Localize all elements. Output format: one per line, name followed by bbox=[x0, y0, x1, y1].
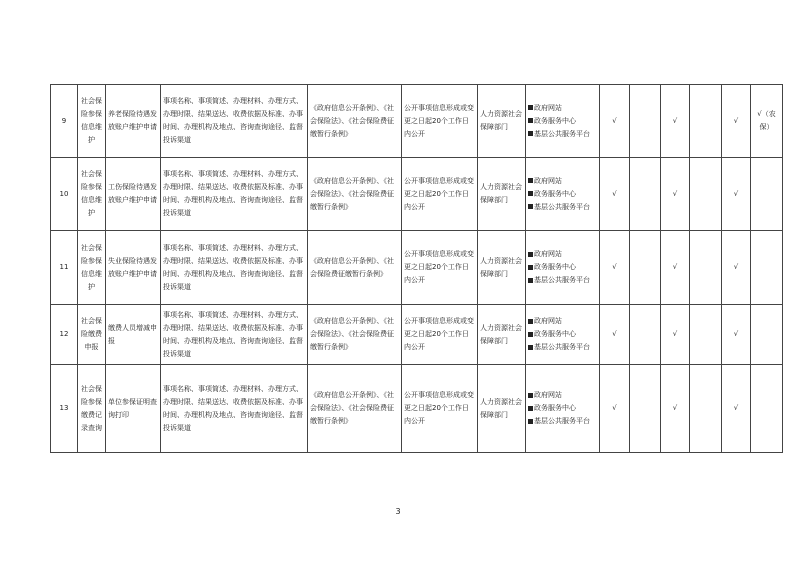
department-cell: 人力资源社会保障部门 bbox=[478, 365, 526, 453]
category-cell: 社会保险缴费申报 bbox=[78, 305, 106, 365]
time-limit-cell: 公开事项信息形成或变更之日起20个工作日内公开 bbox=[402, 231, 478, 305]
bullet-square-icon bbox=[528, 118, 533, 123]
channel-item bbox=[528, 328, 597, 341]
channels-cell bbox=[526, 85, 600, 158]
department-cell: 人力资源社会保障部门 bbox=[478, 231, 526, 305]
bullet-square-icon bbox=[528, 105, 533, 110]
check-cell-c2 bbox=[630, 365, 661, 453]
category-cell: 社会保险参保信息维护 bbox=[78, 231, 106, 305]
disclosure-table bbox=[50, 84, 783, 453]
bullet-square-icon bbox=[528, 345, 533, 350]
check-cell-c5: √ bbox=[722, 305, 751, 365]
channel-label: 政府网站 bbox=[534, 391, 562, 399]
bullet-square-icon bbox=[528, 191, 533, 196]
check-cell-c4 bbox=[690, 158, 722, 231]
check-cell-c4 bbox=[690, 231, 722, 305]
channel-label: 政务服务中心 bbox=[534, 330, 576, 338]
channel-item bbox=[528, 188, 597, 201]
channel-label: 基层公共服务平台 bbox=[534, 202, 590, 211]
bullet-square-icon bbox=[528, 419, 533, 424]
channel-item bbox=[528, 274, 597, 287]
table-row bbox=[51, 158, 783, 231]
channel-label: 基层公共服务平台 bbox=[534, 343, 590, 351]
check-cell-c2 bbox=[630, 85, 661, 158]
channel-label: 政务服务中心 bbox=[534, 116, 576, 125]
bullet-square-icon bbox=[528, 131, 533, 136]
item-cell: 工伤保险待遇发放账户维护申请 bbox=[106, 158, 161, 231]
check-cell-c1: √ bbox=[600, 158, 630, 231]
check-cell-c6 bbox=[751, 158, 783, 231]
row-number: 10 bbox=[51, 158, 78, 231]
channel-label: 基层公共服务平台 bbox=[534, 129, 590, 138]
check-cell-c5: √ bbox=[722, 231, 751, 305]
basis-cell: 《政府信息公开条例》、《社会保险法》、《社会保险费征缴暂行条例》 bbox=[308, 305, 402, 365]
channel-label: 政务服务中心 bbox=[534, 263, 576, 271]
content-cell: 事项名称、事项简述、办理材料、办理方式、办理时限、结果送达、收费依据及标准、办事时间、办理机构及地点、咨询查询途径、监督投诉渠道 bbox=[161, 158, 308, 231]
channels-cell bbox=[526, 365, 600, 453]
basis-cell: 《政府信息公开条例》、《社会保险费征缴暂行条例》 bbox=[308, 231, 402, 305]
channel-item bbox=[528, 389, 597, 402]
content-cell: 事项名称、事项简述、办理材料、办理方式、办理时限、结果送达、收费依据及标准、办事时间、办理机构及地点、咨询查询途径、监督投诉渠道 bbox=[161, 365, 308, 453]
check-cell-c6 bbox=[751, 365, 783, 453]
bullet-square-icon bbox=[528, 393, 533, 398]
check-cell-c3: √ bbox=[661, 158, 690, 231]
channel-item bbox=[528, 415, 597, 428]
channel-label: 政府网站 bbox=[534, 250, 562, 258]
channel-item bbox=[528, 175, 597, 188]
channel-item bbox=[528, 128, 597, 141]
table-row bbox=[51, 305, 783, 365]
bullet-square-icon bbox=[528, 204, 533, 209]
bullet-square-icon bbox=[528, 252, 533, 257]
check-cell-c1: √ bbox=[600, 305, 630, 365]
check-cell-c4 bbox=[690, 365, 722, 453]
check-cell-c3: √ bbox=[661, 305, 690, 365]
channel-item bbox=[528, 402, 597, 415]
check-cell-c6 bbox=[751, 305, 783, 365]
channels-cell bbox=[526, 305, 600, 365]
row-number: 9 bbox=[51, 85, 78, 158]
item-cell: 单位参保证明查询打印 bbox=[106, 365, 161, 453]
table-row bbox=[51, 365, 783, 453]
bullet-square-icon bbox=[528, 319, 533, 324]
channel-item bbox=[528, 341, 597, 354]
check-cell-c3: √ bbox=[661, 365, 690, 453]
check-cell-c2 bbox=[630, 231, 661, 305]
channel-item bbox=[528, 102, 597, 115]
basis-cell: 《政府信息公开条例》、《社会保险法》、《社会保险费征缴暂行条例》 bbox=[308, 158, 402, 231]
channels-cell bbox=[526, 158, 600, 231]
bullet-square-icon bbox=[528, 406, 533, 411]
row-number: 13 bbox=[51, 365, 78, 453]
department-cell: 人力资源社会保障部门 bbox=[478, 85, 526, 158]
channel-item bbox=[528, 315, 597, 328]
page-number: 3 bbox=[395, 507, 401, 516]
time-limit-cell: 公开事项信息形成或变更之日起20个工作日内公开 bbox=[402, 158, 478, 231]
check-cell-c4 bbox=[690, 305, 722, 365]
department-cell: 人力资源社会保障部门 bbox=[478, 158, 526, 231]
content-cell: 事项名称、事项简述、办理材料、办理方式、办理时限、结果送达、收费依据及标准、办事时间、办理机构及地点、咨询查询途径、监督投诉渠道 bbox=[161, 231, 308, 305]
channel-label: 基层公共服务平台 bbox=[534, 417, 590, 425]
channel-label: 政务服务中心 bbox=[534, 404, 576, 412]
category-cell: 社会保险参保缴费记录查询 bbox=[78, 365, 106, 453]
item-cell: 缴费人员增减申报 bbox=[106, 305, 161, 365]
category-cell: 社会保险参保信息维护 bbox=[78, 158, 106, 231]
basis-cell: 《政府信息公开条例》、《社会保险法》、《社会保险费征缴暂行条例》 bbox=[308, 85, 402, 158]
bullet-square-icon bbox=[528, 178, 533, 183]
check-cell-c3: √ bbox=[661, 231, 690, 305]
check-cell-c5: √ bbox=[722, 365, 751, 453]
time-limit-cell: 公开事项信息形成或变更之日起20个工作日内公开 bbox=[402, 365, 478, 453]
check-cell-c6 bbox=[751, 231, 783, 305]
channel-label: 政府网站 bbox=[534, 176, 562, 185]
check-cell-c5: √ bbox=[722, 158, 751, 231]
content-cell: 事项名称、事项简述、办理材料、办理方式、办理时限、结果送达、收费依据及标准、办事时间、办理机构及地点、咨询查询途径、监督投诉渠道 bbox=[161, 85, 308, 158]
channel-item bbox=[528, 201, 597, 214]
row-number: 12 bbox=[51, 305, 78, 365]
bullet-square-icon bbox=[528, 332, 533, 337]
channel-item bbox=[528, 248, 597, 261]
check-cell-c2 bbox=[630, 305, 661, 365]
check-cell-c1: √ bbox=[600, 365, 630, 453]
channel-item bbox=[528, 115, 597, 128]
row-number: 11 bbox=[51, 231, 78, 305]
content-cell: 事项名称、事项简述、办理材料、办理方式、办理时限、结果送达、收费依据及标准、办事时间、办理机构及地点、咨询查询途径、监督投诉渠道 bbox=[161, 305, 308, 365]
check-cell-c1: √ bbox=[600, 85, 630, 158]
channel-label: 基层公共服务平台 bbox=[534, 276, 590, 284]
item-cell: 养老保险待遇发放账户维护申请 bbox=[106, 85, 161, 158]
table-row bbox=[51, 231, 783, 305]
channel-label: 政务服务中心 bbox=[534, 189, 576, 198]
item-cell: 失业保险待遇发放账户维护申请 bbox=[106, 231, 161, 305]
category-cell: 社会保险参保信息维护 bbox=[78, 85, 106, 158]
check-cell-c6: √（农保） bbox=[751, 85, 783, 158]
table-row bbox=[51, 85, 783, 158]
check-cell-c5: √ bbox=[722, 85, 751, 158]
channel-label: 政府网站 bbox=[534, 103, 562, 112]
check-cell-c1: √ bbox=[600, 231, 630, 305]
channels-cell bbox=[526, 231, 600, 305]
check-cell-c4 bbox=[690, 85, 722, 158]
basis-cell: 《政府信息公开条例》、《社会保险法》、《社会保险费征缴暂行条例》 bbox=[308, 365, 402, 453]
channel-item bbox=[528, 261, 597, 274]
time-limit-cell: 公开事项信息形成或变更之日起20个工作日内公开 bbox=[402, 85, 478, 158]
bullet-square-icon bbox=[528, 278, 533, 283]
department-cell: 人力资源社会保障部门 bbox=[478, 305, 526, 365]
bullet-square-icon bbox=[528, 265, 533, 270]
check-cell-c2 bbox=[630, 158, 661, 231]
time-limit-cell: 公开事项信息形成或变更之日起20个工作日内公开 bbox=[402, 305, 478, 365]
channel-label: 政府网站 bbox=[534, 317, 562, 325]
check-cell-c3: √ bbox=[661, 85, 690, 158]
